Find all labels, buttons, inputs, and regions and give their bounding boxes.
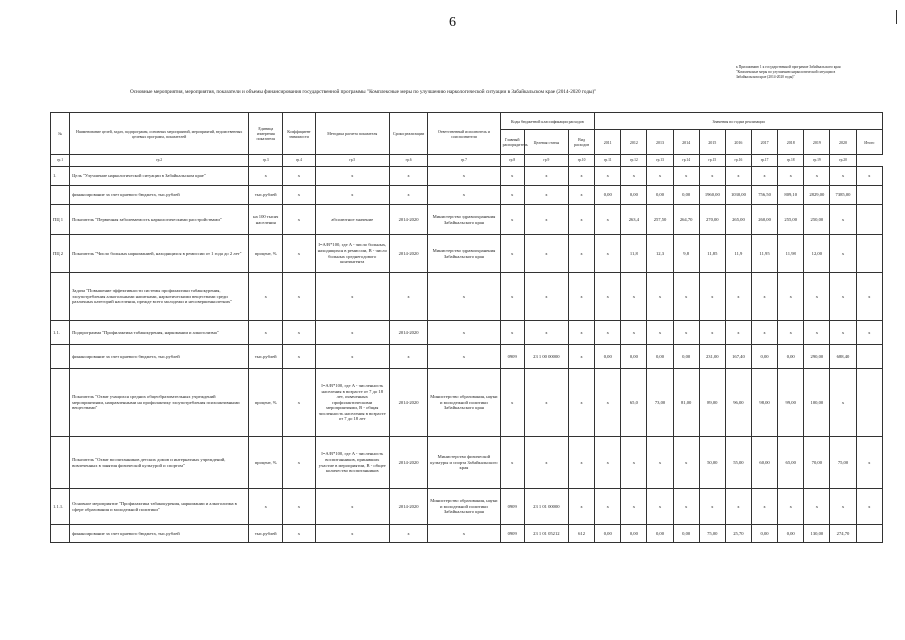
column-number-cell: гр.3	[249, 155, 283, 167]
row-name-cell: Показатель "Охват учащихся средних общеобразовательных учреждений мероприятиями, направленными на профилактику злоупотребления психоактивными веществами"	[70, 369, 249, 437]
row-method-cell: х	[315, 489, 389, 525]
header-year-col: 2011	[595, 130, 621, 155]
row-value-cell: 11,95	[752, 235, 778, 273]
row-code-cell: 23 1 00 00000	[524, 345, 568, 369]
row-value-cell: х	[621, 437, 647, 489]
row-executor-cell: х	[428, 345, 500, 369]
row-value-cell: 11,85	[699, 235, 725, 273]
row-number-cell	[51, 345, 70, 369]
row-value-cell: 73,00	[647, 369, 673, 437]
row-number-cell: ПЦ 1	[51, 205, 70, 235]
row-code-cell: 612	[569, 525, 595, 543]
column-number-cell: гр.9	[524, 155, 568, 167]
row-method-cell: х	[315, 167, 389, 186]
row-number-cell	[51, 273, 70, 321]
row-value-cell: 70,00	[804, 437, 830, 489]
row-value-cell: 0,00	[778, 345, 804, 369]
column-number-cell: гр.15	[699, 155, 725, 167]
table-row	[51, 525, 883, 543]
row-executor-cell: Министерство образования, науки и молодежной политики Забайкальского края	[428, 489, 500, 525]
row-executor-cell: Министерство физической культуры и спорта Забайкальского края	[428, 437, 500, 489]
row-unit-cell: х	[249, 273, 283, 321]
row-value-cell: х	[856, 321, 882, 345]
table-row	[51, 186, 883, 205]
row-value-cell: 0,00	[673, 525, 699, 543]
table-row	[51, 205, 883, 235]
row-value-cell: 130,00	[804, 525, 830, 543]
row-unit-cell: х	[249, 321, 283, 345]
program-table	[50, 112, 883, 543]
row-value-cell: 1030,00	[725, 186, 751, 205]
row-name-cell: Задача "Повышение эффективности системы профилактики табакокурения, злоупотребления алкогольными напитками, наркотическими веществами среди различных категорий населения, прежде всего молодежи и несовершеннолетних"	[70, 273, 249, 321]
appendix-note	[736, 65, 894, 80]
row-code-cell: 0909	[500, 525, 524, 543]
appendix-line: к Приложению 1 к государственной программе Забайкальского края	[736, 65, 841, 69]
column-number-cell: гр.1	[51, 155, 70, 167]
table-row	[51, 345, 883, 369]
row-value-cell: х	[830, 489, 856, 525]
row-name-cell: Показатель "Число больных наркоманией, находящихся в ремиссии от 1 года до 2 лет"	[70, 235, 249, 273]
row-value-cell: 55,00	[725, 437, 751, 489]
row-value-cell: 265,00	[725, 205, 751, 235]
header-row-top	[51, 113, 883, 130]
row-value-cell: 0,00	[595, 186, 621, 205]
row-executor-cell: х	[428, 167, 500, 186]
appendix-line: "Комплексные меры по улучшению наркологической ситуации в	[736, 70, 836, 74]
row-unit-cell: тыс.рублей	[249, 345, 283, 369]
table-body	[51, 167, 883, 543]
row-value-cell: х	[752, 321, 778, 345]
header-coef: Коэффициент значимости	[283, 113, 315, 155]
row-value-cell: х	[699, 489, 725, 525]
row-value-cell: х	[856, 167, 882, 186]
row-value-cell: х	[856, 437, 882, 489]
row-executor-cell: Министерство образования, науки и молодежной политики Забайкальского края	[428, 369, 500, 437]
row-value-cell: 75,00	[699, 525, 725, 543]
row-value-cell: х	[673, 437, 699, 489]
row-unit-cell: тыс.рублей	[249, 186, 283, 205]
row-value-cell: х	[725, 489, 751, 525]
header-year-col: 2016	[725, 130, 751, 155]
row-executor-cell: х	[428, 186, 500, 205]
row-value-cell: 756,50	[752, 186, 778, 205]
row-coef-cell: х	[283, 186, 315, 205]
row-method-cell: х	[315, 345, 389, 369]
header-executor: Ответственный исполнитель и соисполнители	[428, 113, 500, 155]
row-value-cell: х	[830, 205, 856, 235]
row-unit-cell: тыс.рублей	[249, 525, 283, 543]
row-code-cell: 0909	[500, 345, 524, 369]
column-number-cell: гр.6	[389, 155, 427, 167]
row-value-cell: х	[830, 321, 856, 345]
row-unit-cell: на 100 тысяч населения	[249, 205, 283, 235]
row-value-cell: х	[804, 273, 830, 321]
header-num: №	[51, 113, 70, 155]
header-year-col: 2015	[699, 130, 725, 155]
row-number-cell	[51, 186, 70, 205]
row-value-cell: 2829,00	[804, 186, 830, 205]
column-number-cell: гр.16	[725, 155, 751, 167]
row-value-cell: 274,70	[830, 525, 856, 543]
row-value-cell: х	[699, 167, 725, 186]
row-code-cell: х	[500, 186, 524, 205]
row-name-cell: Основное мероприятие "Профилактика табакокурения, наркомании и алкоголизма в сфере образования и молодежной политики"	[70, 489, 249, 525]
row-value-cell: х	[725, 321, 751, 345]
header-name: Наименование целей, задач, подпрограмм, основных мероприятий, мероприятий, ведомственных целевых программ, показателей	[70, 113, 249, 155]
header-unit: Единица измерения показателя	[249, 113, 283, 155]
row-code-cell: х	[524, 235, 568, 273]
row-coef-cell: х	[283, 167, 315, 186]
row-value-cell: х	[752, 489, 778, 525]
column-number-cell: гр.12	[621, 155, 647, 167]
row-value-cell: х	[595, 321, 621, 345]
row-period-cell: 2014-2020	[389, 489, 427, 525]
row-value-cell: 688,40	[830, 345, 856, 369]
row-coef-cell: х	[283, 235, 315, 273]
row-executor-cell: Министерство здравоохранения Забайкальского края	[428, 235, 500, 273]
row-unit-cell: х	[249, 489, 283, 525]
row-method-cell: х	[315, 186, 389, 205]
row-value-cell: 0,00	[647, 186, 673, 205]
row-value-cell: 0,00	[778, 525, 804, 543]
row-code-cell: х	[500, 235, 524, 273]
document-title: Основные мероприятия, мероприятия, показатели и объемы финансирования государственной программы "Комплексные меры по улучшению наркологической ситуации в Забайкальском крае (2014-2020 годы)"	[130, 89, 597, 95]
row-number-cell	[51, 437, 70, 489]
row-value-cell: х	[830, 369, 856, 437]
row-value-cell: 65,0	[621, 369, 647, 437]
row-value-cell: х	[804, 489, 830, 525]
column-number-cell: гр.18	[778, 155, 804, 167]
row-code-cell: х	[500, 205, 524, 235]
row-value-cell: 89,00	[699, 369, 725, 437]
row-executor-cell: х	[428, 525, 500, 543]
row-value-cell: 250,00	[804, 205, 830, 235]
header-period: Сроки реализации	[389, 113, 427, 155]
header-code-col: Главный распорядитель	[500, 130, 524, 155]
row-value-cell: х	[595, 437, 621, 489]
row-number-cell: 1.1.	[51, 321, 70, 345]
row-value-cell: 100,00	[804, 369, 830, 437]
table-row	[51, 489, 883, 525]
row-code-cell: 23 1 01 00000	[524, 489, 568, 525]
row-value-cell: 264,70	[673, 205, 699, 235]
row-value-cell	[856, 345, 882, 369]
row-value-cell: х	[595, 489, 621, 525]
appendix-line: Забайкальском крае (2014-2020 годы)"	[736, 75, 795, 79]
row-value-cell: 0,00	[673, 345, 699, 369]
row-code-cell: х	[569, 235, 595, 273]
page-number: 6	[449, 15, 456, 30]
row-value-cell: 0,00	[595, 525, 621, 543]
row-value-cell: х	[673, 489, 699, 525]
row-value-cell: х	[621, 167, 647, 186]
row-value-cell: 255,00	[778, 205, 804, 235]
row-value-cell: 809,10	[778, 186, 804, 205]
row-value-cell: 96,00	[725, 369, 751, 437]
row-name-cell: Показатель "Первичная заболеваемость наркологическими расстройствами"	[70, 205, 249, 235]
row-value-cell: х	[595, 235, 621, 273]
row-name-cell: Цель "Улучшение наркологической ситуации в Забайкальском крае"	[70, 167, 249, 186]
table-row	[51, 321, 883, 345]
row-code-cell: х	[524, 205, 568, 235]
row-value-cell: х	[647, 273, 673, 321]
row-code-cell: х	[569, 489, 595, 525]
row-value-cell: 50,00	[699, 437, 725, 489]
row-name-cell: финансирование за счет краевого бюджета, тыс.рублей	[70, 186, 249, 205]
row-executor-cell: х	[428, 273, 500, 321]
row-value-cell: х	[673, 321, 699, 345]
table-row	[51, 167, 883, 186]
header-year-col: 2020	[830, 130, 856, 155]
row-value-cell: 0,00	[595, 345, 621, 369]
row-value-cell: х	[804, 167, 830, 186]
row-value-cell: х	[830, 167, 856, 186]
header-budget-codes: Коды бюджетной классификации расходов	[500, 113, 595, 130]
column-number-cell: гр.17	[752, 155, 778, 167]
row-coef-cell: х	[283, 205, 315, 235]
row-code-cell: х	[524, 273, 568, 321]
row-value-cell: х	[595, 369, 621, 437]
row-value-cell: 0,00	[647, 525, 673, 543]
row-value-cell: 0,00	[752, 345, 778, 369]
row-value-cell	[856, 235, 882, 273]
row-value-cell: 12,3	[647, 235, 673, 273]
row-coef-cell: х	[283, 525, 315, 543]
row-value-cell: х	[647, 321, 673, 345]
row-value-cell: х	[595, 167, 621, 186]
row-value-cell: х	[647, 437, 673, 489]
row-value-cell: х	[752, 167, 778, 186]
row-value-cell: 0,00	[621, 525, 647, 543]
row-code-cell: х	[500, 321, 524, 345]
row-value-cell: 11,98	[778, 235, 804, 273]
table-row	[51, 273, 883, 321]
column-number-cell: гр.5	[315, 155, 389, 167]
row-code-cell: х	[500, 167, 524, 186]
header-year-col: 2014	[673, 130, 699, 155]
row-value-cell: 11,9	[725, 235, 751, 273]
row-unit-cell: процент, %	[249, 369, 283, 437]
row-coef-cell: х	[283, 273, 315, 321]
header-year-col: 2013	[647, 130, 673, 155]
row-coef-cell: х	[283, 489, 315, 525]
row-code-cell: х	[569, 437, 595, 489]
header-year-col: 2019	[804, 130, 830, 155]
row-code-cell: х	[569, 273, 595, 321]
column-number-cell: гр.20	[830, 155, 856, 167]
row-value-cell: 257,50	[647, 205, 673, 235]
row-value-cell: х	[752, 273, 778, 321]
row-executor-cell: Министерство здравоохранения Забайкальского края	[428, 205, 500, 235]
row-value-cell: 0,00	[621, 345, 647, 369]
row-value-cell: 98,00	[752, 369, 778, 437]
row-method-cell: х	[315, 321, 389, 345]
page-edge-mark	[896, 10, 897, 24]
row-period-cell: х	[389, 167, 427, 186]
row-value-cell: 81,00	[673, 369, 699, 437]
row-code-cell: х	[569, 345, 595, 369]
row-value-cell: 99,00	[778, 369, 804, 437]
row-code-cell: х	[569, 321, 595, 345]
header-year-col: 2018	[778, 130, 804, 155]
row-period-cell: 2014-2020	[389, 437, 427, 489]
row-number-cell	[51, 525, 70, 543]
row-value-cell: х	[699, 321, 725, 345]
row-number-cell	[51, 369, 70, 437]
row-code-cell: х	[500, 369, 524, 437]
table-row	[51, 235, 883, 273]
row-value-cell: х	[647, 167, 673, 186]
row-name-cell: финансирование за счет краевого бюджета, тыс.рублей	[70, 345, 249, 369]
table-row	[51, 369, 883, 437]
row-number-cell: 1.	[51, 167, 70, 186]
row-value-cell: 75,00	[830, 437, 856, 489]
row-value-cell: 263,4	[621, 205, 647, 235]
row-method-cell: I=A/B*100, где A - численность воспитанников, принявших участие в мероприятии, B - общее количество воспитанников	[315, 437, 389, 489]
row-code-cell: 0909	[500, 489, 524, 525]
row-name-cell: финансирование за счет краевого бюджета, тыс.рублей	[70, 525, 249, 543]
row-value-cell: х	[856, 489, 882, 525]
row-value-cell	[856, 186, 882, 205]
row-value-cell: 11,8	[621, 235, 647, 273]
row-name-cell: Подпрограмма "Профилактика табакокурения, наркомании и алкоголизма"	[70, 321, 249, 345]
row-value-cell: х	[830, 235, 856, 273]
row-code-cell: х	[569, 167, 595, 186]
row-value-cell: 260,00	[752, 205, 778, 235]
row-name-cell: Показатель "Охват воспитанников детских домов и интернатных учреждений, вовлеченных в занятия физической культурой и спортом"	[70, 437, 249, 489]
row-code-cell: х	[524, 167, 568, 186]
column-number-cell: гр.10	[569, 155, 595, 167]
row-value-cell: х	[725, 167, 751, 186]
header-yearly-values: Значения по годам реализации	[595, 113, 883, 130]
row-value-cell: 270,00	[699, 205, 725, 235]
row-value-cell: х	[778, 167, 804, 186]
row-value-cell: 0,00	[752, 525, 778, 543]
row-coef-cell: х	[283, 437, 315, 489]
row-code-cell: х	[524, 369, 568, 437]
row-value-cell: х	[778, 489, 804, 525]
row-period-cell: 2014-2020	[389, 235, 427, 273]
row-period-cell: х	[389, 186, 427, 205]
column-number-cell: гр.4	[283, 155, 315, 167]
row-value-cell: х	[673, 167, 699, 186]
row-value-cell: 0,00	[647, 345, 673, 369]
row-method-cell: х	[315, 273, 389, 321]
row-coef-cell: х	[283, 345, 315, 369]
row-value-cell: 60,00	[752, 437, 778, 489]
row-period-cell: 2014-2020	[389, 205, 427, 235]
row-value-cell: 25,70	[725, 525, 751, 543]
column-number-cell: гр.19	[804, 155, 830, 167]
header-year-col: 2012	[621, 130, 647, 155]
row-code-cell: х	[500, 273, 524, 321]
row-value-cell: 0,00	[673, 186, 699, 205]
row-value-cell	[856, 205, 882, 235]
row-unit-cell: х	[249, 167, 283, 186]
row-code-cell: х	[569, 186, 595, 205]
row-method-cell: абсолютное значение	[315, 205, 389, 235]
header-year-col: 2017	[752, 130, 778, 155]
row-period-cell: х	[389, 345, 427, 369]
header-year-col: Итого	[856, 130, 882, 155]
row-value-cell: 7385,00	[830, 186, 856, 205]
row-method-cell: I=A/B*100, где A - число больных, находящихся в ремиссии, B - число больных среднегодового контингента	[315, 235, 389, 273]
header-method: Методика расчета показателя	[315, 113, 389, 155]
column-number-cell: гр.8	[500, 155, 524, 167]
row-value-cell: 231,00	[699, 345, 725, 369]
row-unit-cell: процент, %	[249, 235, 283, 273]
row-value-cell: х	[856, 273, 882, 321]
row-period-cell: х	[389, 525, 427, 543]
row-value-cell: х	[595, 273, 621, 321]
row-value-cell: х	[830, 273, 856, 321]
row-executor-cell: х	[428, 321, 500, 345]
row-value-cell: х	[778, 273, 804, 321]
row-period-cell: 2014-2020	[389, 369, 427, 437]
row-code-cell: х	[524, 437, 568, 489]
row-value-cell: х	[621, 489, 647, 525]
row-code-cell: х	[500, 437, 524, 489]
row-period-cell: 2014-2020	[389, 321, 427, 345]
row-value-cell: х	[699, 273, 725, 321]
row-code-cell: х	[569, 205, 595, 235]
row-value-cell: х	[778, 321, 804, 345]
row-code-cell: х	[524, 321, 568, 345]
row-number-cell: 1.1.1.	[51, 489, 70, 525]
row-coef-cell: х	[283, 321, 315, 345]
row-value-cell	[856, 369, 882, 437]
row-value-cell: х	[725, 273, 751, 321]
row-code-cell: 23 1 01 05212	[524, 525, 568, 543]
row-value-cell: 12,00	[804, 235, 830, 273]
row-value-cell: х	[673, 273, 699, 321]
row-value-cell: 290,00	[804, 345, 830, 369]
row-value-cell: 65,00	[778, 437, 804, 489]
row-number-cell: ПЦ 2	[51, 235, 70, 273]
row-value-cell: х	[804, 321, 830, 345]
row-code-cell: х	[524, 186, 568, 205]
row-value-cell: 167,40	[725, 345, 751, 369]
column-number-cell: гр.2	[70, 155, 249, 167]
row-code-cell: х	[569, 369, 595, 437]
column-number-cell: гр.14	[673, 155, 699, 167]
row-method-cell: х	[315, 525, 389, 543]
column-number-cell: гр.13	[647, 155, 673, 167]
column-numbers-row	[51, 155, 883, 167]
row-period-cell: х	[389, 273, 427, 321]
row-value-cell: х	[621, 273, 647, 321]
table-row	[51, 437, 883, 489]
row-value-cell: 1960,00	[699, 186, 725, 205]
row-method-cell: I=A/B*100, где A - численность населения в возрасте от 7 до 18 лет, охваченных профилактическими мероприятиями, B - общая численность населения в возрасте от 7 до 18 лет	[315, 369, 389, 437]
row-value-cell: 9,8	[673, 235, 699, 273]
row-value-cell: х	[621, 321, 647, 345]
column-number-cell: гр.7	[428, 155, 500, 167]
header-code-col: Вид расходов	[569, 130, 595, 155]
row-value-cell: х	[595, 205, 621, 235]
row-coef-cell: х	[283, 369, 315, 437]
row-value-cell: 0,00	[621, 186, 647, 205]
row-value-cell	[856, 525, 882, 543]
row-value-cell: х	[647, 489, 673, 525]
row-unit-cell: процент, %	[249, 437, 283, 489]
column-number-cell: гр.11	[595, 155, 621, 167]
header-code-col: Целевая статья	[524, 130, 568, 155]
